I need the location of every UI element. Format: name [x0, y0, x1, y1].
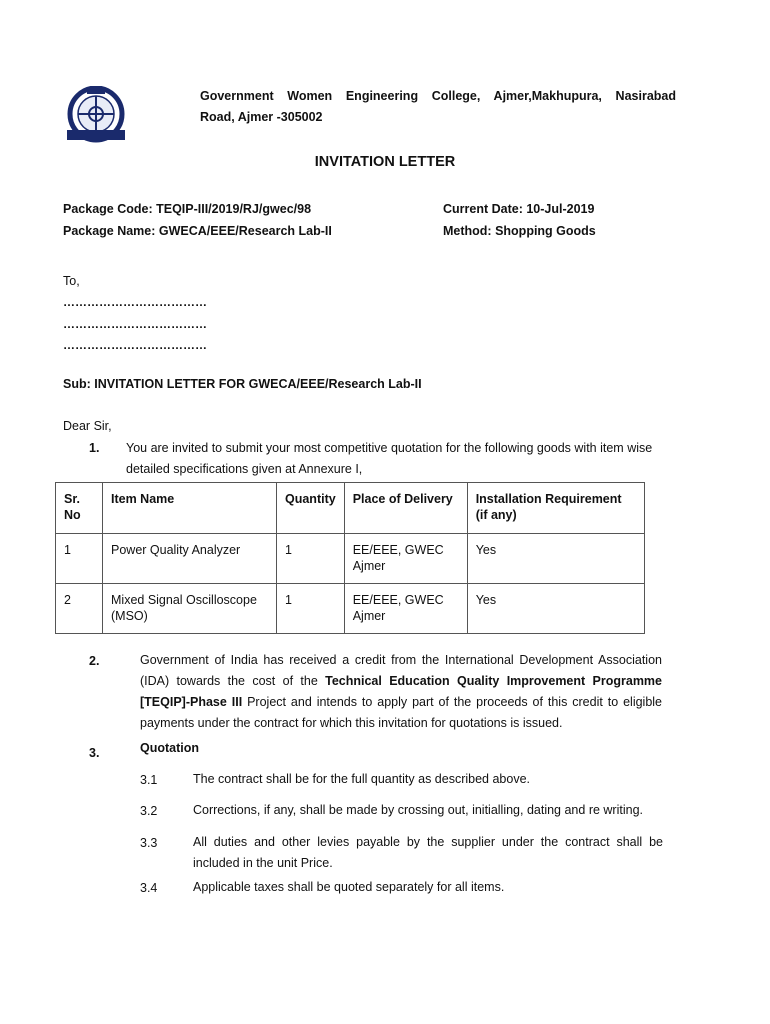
package-code: Package Code: TEQIP-III/2019/RJ/gwec/98	[63, 202, 312, 216]
sub-item-text: Applicable taxes shall be quoted separately for all items.	[193, 880, 505, 894]
sub-item-number: 3.2	[140, 804, 158, 818]
row2-install: Yes	[467, 584, 644, 634]
package-name: Package Name: GWECA/EEE/Research Lab-II	[63, 224, 332, 238]
table-row	[56, 584, 645, 634]
document-title: INVITATION LETTER	[314, 154, 456, 170]
table-header-row	[56, 483, 645, 534]
header-quantity: Quantity	[277, 483, 345, 534]
para1-line2: detailed specifications given at Annexure I,	[126, 462, 363, 476]
sub-item-text: The contract shall be for the full quantity as described above.	[193, 772, 530, 786]
row2-item: Mixed Signal Oscilloscope (MSO)	[103, 584, 277, 634]
header-place-of-delivery: Place of Delivery	[344, 483, 467, 534]
header-installation-requirement: Installation Requirement (if any)	[467, 483, 644, 534]
sub-item-number: 3.1	[140, 773, 158, 787]
address-line-1: ………………………………	[63, 295, 207, 309]
para3-number: 3.	[89, 746, 100, 760]
row1-item: Power Quality Analyzer	[103, 534, 277, 584]
row1-install: Yes	[467, 534, 644, 584]
para1-line1: You are invited to submit your most competitive quotation for the following goods with item wise	[126, 441, 653, 455]
sub-item-text: Corrections, if any, shall be made by crossing out, initialling, dating and re writing.	[193, 803, 643, 817]
subject-line: Sub: INVITATION LETTER FOR GWECA/EEE/Research Lab-II	[63, 377, 422, 391]
table-row	[56, 534, 645, 584]
address-line-3: ………………………………	[63, 338, 207, 352]
procurement-method: Method: Shopping Goods	[443, 224, 596, 238]
college-logo	[63, 86, 129, 146]
salutation: Dear Sir,	[63, 419, 112, 433]
header-item-name: Item Name	[103, 483, 277, 534]
row1-place: EE/EEE, GWEC Ajmer	[344, 534, 467, 584]
address-line-2: ………………………………	[63, 317, 207, 331]
para2-number: 2.	[89, 654, 100, 668]
sub-item-number: 3.4	[140, 881, 158, 895]
items-table	[55, 482, 645, 634]
row1-qty: 1	[277, 534, 345, 584]
row2-qty: 1	[277, 584, 345, 634]
current-date: Current Date: 10-Jul-2019	[443, 202, 595, 216]
para2-text: Government of India has received a credit from the International Development Association (IDA) towards the cost of the Technical Education Quality Improvement Programme [TEQIP]-Phase III Project and intends to apply part of the proceeds of this credit to eligible payments under the contract for which this invitation for quotations is issued.	[140, 653, 662, 730]
college-name-line2: Road, Ajmer -305002	[200, 110, 323, 124]
para1-number: 1.	[89, 441, 100, 455]
row2-place: EE/EEE, GWEC Ajmer	[344, 584, 467, 634]
sub-item-number: 3.3	[140, 836, 158, 850]
sub-item-text: All duties and other levies payable by the supplier under the contract shall be included in the unit Price.	[193, 835, 663, 870]
header-sr-no: Sr. No	[56, 483, 103, 534]
row2-sr: 2	[56, 584, 103, 634]
quotation-heading: Quotation	[140, 741, 200, 755]
address-to: To,	[63, 274, 80, 288]
college-name-line1: Government Women Engineering College, Ajmer,Makhupura, Nasirabad	[200, 89, 676, 103]
row1-sr: 1	[56, 534, 103, 584]
